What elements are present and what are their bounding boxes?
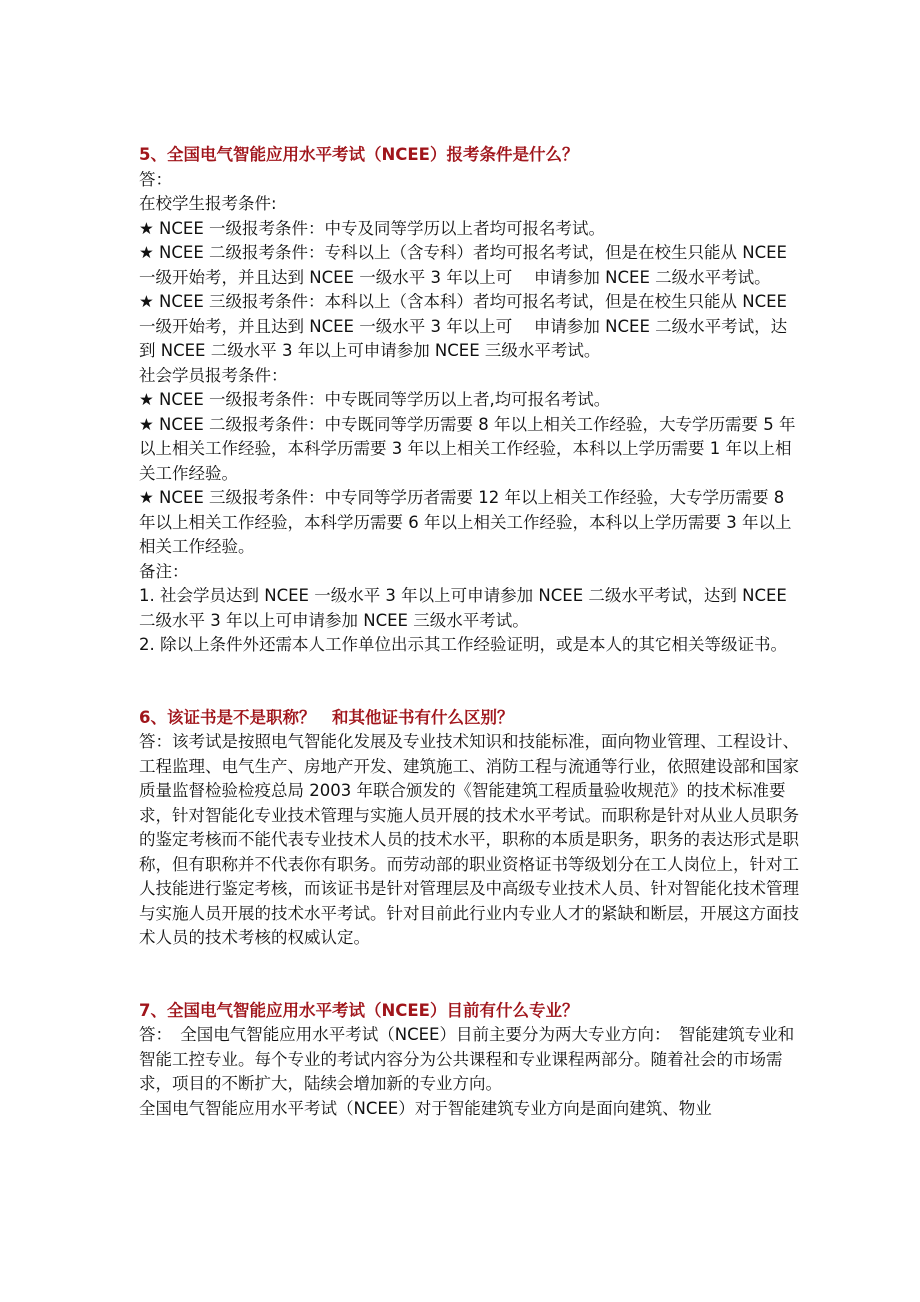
student-condition-level-1: ★ NCEE 一级报考条件：中专及同等学历以上者均可报名考试。: [139, 218, 605, 238]
social-conditions-label: 社会学员报考条件：: [139, 365, 288, 385]
section-5-heading: 5、全国电气智能应用水平考试（NCEE）报考条件是什么？: [139, 145, 579, 164]
note-1: 1. 社会学员达到 NCEE 一级水平 3 年以上可申请参加 NCEE 二级水平考试，达到 NCEE 二级水平 3 年以上可申请参加 NCEE 三级水平考试。: [139, 586, 787, 630]
section-5-answer-label: 答：: [139, 169, 172, 189]
section-7-answer: 答： 全国电气智能应用水平考试（NCEE）目前主要分为两大专业方向： 智能建筑专业和智能工控专业。每个专业的考试内容分为公共课程和专业课程两部分。随着社会的市场需求，项目的不断扩大，陆续会增加新的专业方向。: [139, 1025, 795, 1093]
notes-label: 备注：: [139, 561, 189, 581]
note-2: 2. 除以上条件外还需本人工作单位出示其工作经验证明，或是本人的其它相关等级证书。: [139, 635, 787, 654]
document-page: [139, 143, 799, 1121]
students-conditions-label: 在校学生报考条件:: [139, 194, 277, 213]
student-condition-level-3: ★ NCEE 三级报考条件：本科以上（含本科）者均可报名考试，但是在校生只能从 NCEE 一级开始考，并且达到 NCEE 一级水平 3 年以上可 申请参加 NCEE 二级水平考试，达到 NCEE 二级水平 3 年以上可申请参加 NCEE 三级水平考试。: [139, 292, 788, 360]
student-condition-level-2: ★ NCEE 二级报考条件：专科以上（含专科）者均可报名考试，但是在校生只能从 NCEE 一级开始考，并且达到 NCEE 一级水平 3 年以上可 申请参加 NCEE 二级水平考试。: [139, 243, 787, 287]
section-6-heading: 6、该证书是不是职称？ 和其他证书有什么区别？: [139, 707, 514, 727]
social-condition-level-2: ★ NCEE 二级报考条件：中专既同等学历需要 8 年以上相关工作经验，大专学历需要 5 年以上相关工作经验，本科学历需要 3 年以上相关工作经验，本科以上学历需要 1 年以上相关工作经验。: [139, 414, 796, 483]
social-condition-level-1: ★ NCEE 一级报考条件：中专既同等学历以上者,均可报名考试。: [139, 390, 611, 409]
section-7-heading: 7、全国电气智能应用水平考试（NCEE）目前有什么专业？: [139, 1000, 579, 1020]
section-6-answer: 答：该考试是按照电气智能化发展及专业技术知识和技能标准，面向物业管理、工程设计、工程监理、电气生产、房地产开发、建筑施工、消防工程与流通等行业，依照建设部和国家质量监督检验检疫总局 2003 年联合颁发的《智能建筑工程质量验收规范》的技术标准要求，针对智能化专业技术管理与实施人员开展的技术水平考试。而职称是针对从业人员职务的鉴定考核而不能代表专业技术人员的技术水平，职称的本质是职务，职务的表达形式是职称，但有职称并不代表你有职务。而劳动部的职业资格证书等级划分在工人岗位上，针对工人技能进行鉴定考核，而该证书是针对管理层及中高级专业技术人员、针对智能化技术管理与实施人员开展的技术水平考试。针对目前此行业内专业人才的紧缺和断层，开展这方面技术人员的技术考核的权威认定。: [139, 732, 799, 947]
social-condition-level-3: ★ NCEE 三级报考条件：中专同等学历者需要 12 年以上相关工作经验，大专学历需要 8 年以上相关工作经验，本科学历需要 6 年以上相关工作经验，本科以上学历需要 3 年以上相关工作经验。: [139, 488, 792, 556]
section-7-paragraph-2: 全国电气智能应用水平考试（NCEE）对于智能建筑专业方向是面向建筑、物业: [139, 1098, 712, 1118]
